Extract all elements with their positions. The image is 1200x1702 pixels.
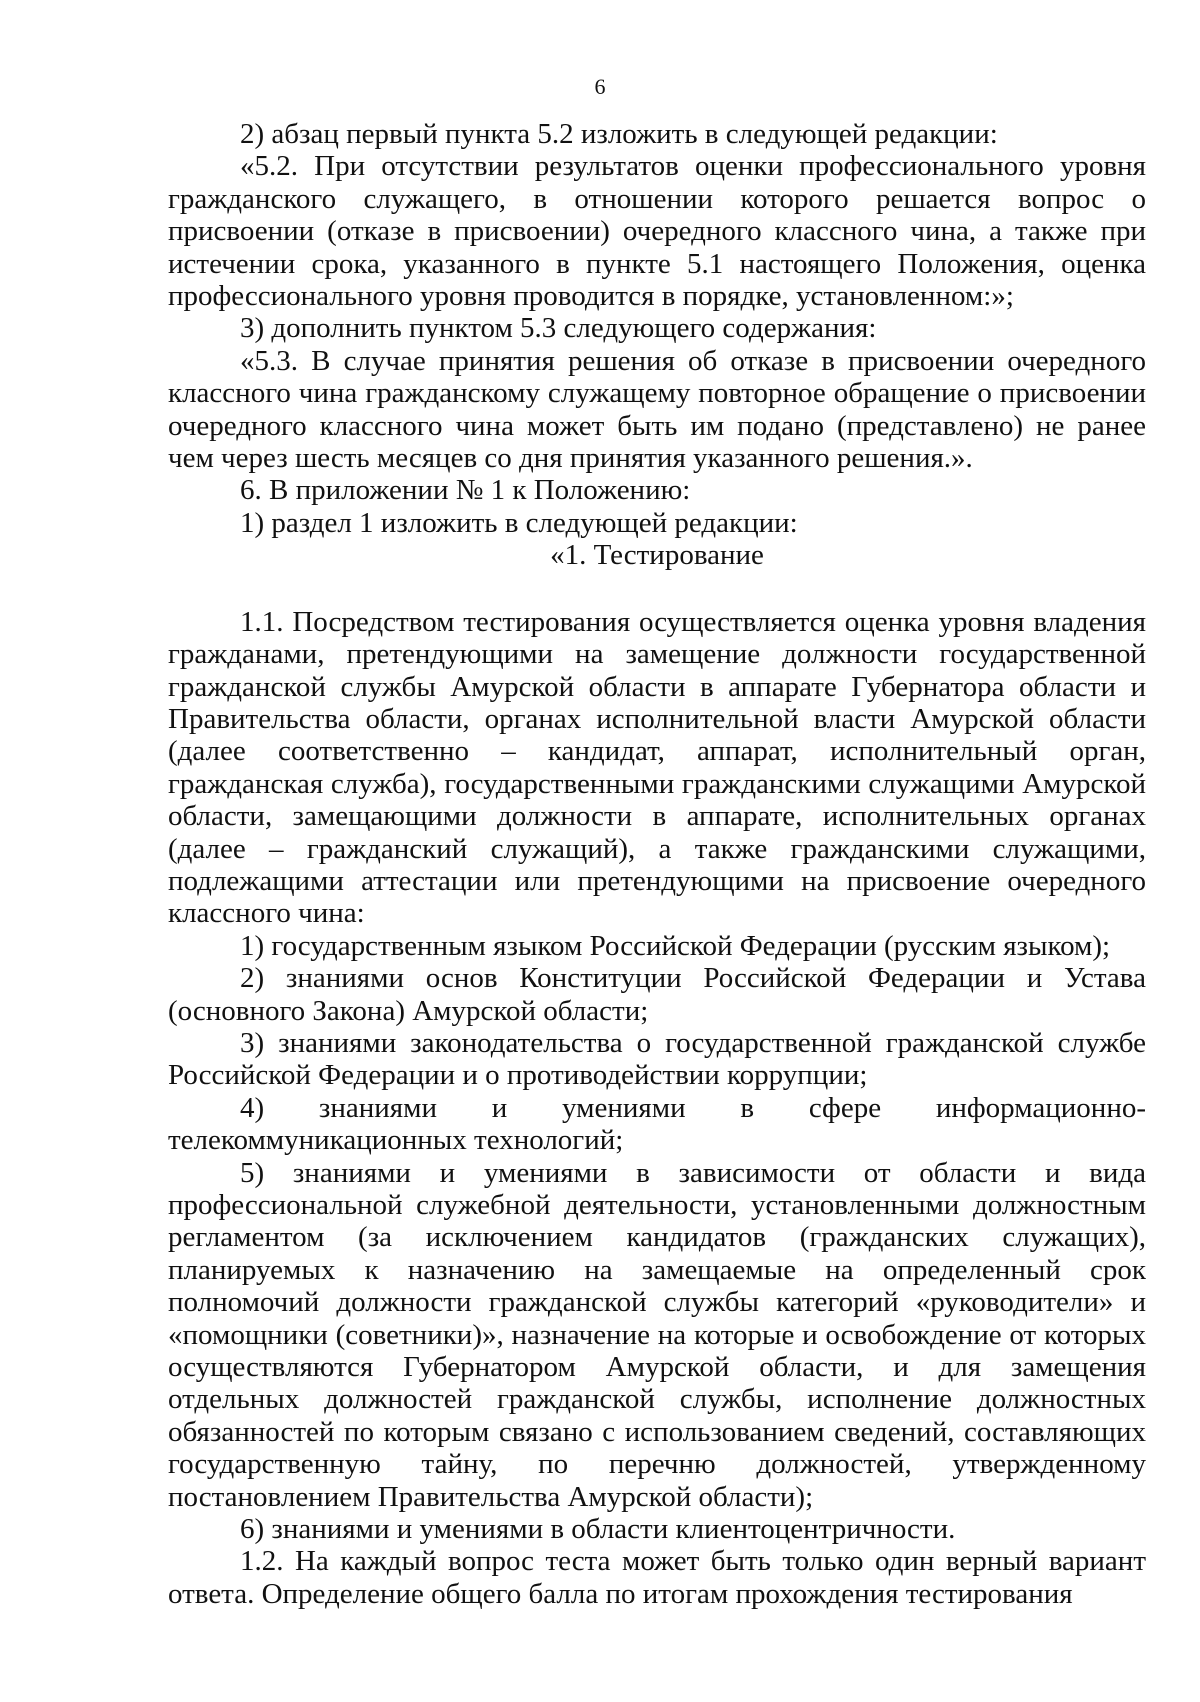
paragraph-amend-5-2: 2) абзац первый пункта 5.2 изложить в следующей редакции: [240,118,998,150]
paragraph-clause-5-2: «5.2. При отсутствии результатов оценки профессионального уровня гражданского служащего, в отношении которого решается вопрос о присвоении (отказе в присвоении) очередного классного чина, а также при истечении срока, указанного в пункте 5.1 настоящего Положения, оценка профессионального уровня проводится в порядке, установленном:»; [168,150,1146,313]
list-item-1: 1) государственным языком Российской Федерации (русским языком); [240,929,1111,962]
page-number: 6 [594,74,606,99]
paragraph-section-1-amend: 1) раздел 1 изложить в следующей редакции: [240,506,798,539]
list-item-2: 2) знаниями основ Конституции Российской Федерации и Устава (основного Закона) Амурской области; [168,962,1146,1027]
section-heading-testing: «1. Тестирование [550,539,764,572]
paragraph-clause-5-3: «5.3. В случае принятия решения об отказе в присвоении очередного классного чина гражданскому служащему повторное обращение о присвоении очередного классного чина может быть им подано (представлено) не ранее чем через шесть месяцев со дня принятия указанного решения.». [168,344,1146,475]
list-item-5: 5) знаниями и умениями в зависимости от области и вида профессиональной служебной деятельности, установленными должностным регламентом (за исключением кандидатов (гражданских служащих), планируемых к назначению на замещаемые на определенный срок полномочий должности гражданской службы категорий «руководители» и «помощники (советники)», назначение на которые и освобождение от которых осуществляются Губернатором Амурской области, и для замещения отдельных должностей гражданской службы, исполнение должностных обязанностей по которым связано с использованием сведений, составляющих государственную тайну, по перечню должностей, утвержденному постановлением Правительства Амурской области); [168,1156,1146,1513]
paragraph-clause-1-2: 1.2. На каждый вопрос теста может быть только один верный вариант ответа. Определение общего балла по итогам прохождения тестирования [168,1545,1146,1610]
list-item-6: 6) знаниями и умениями в области клиентоцентричности. [240,1513,956,1546]
paragraph-add-5-3: 3) дополнить пунктом 5.3 следующего содержания: [240,312,877,345]
list-item-4: 4) знаниями и умениями в сфере информационно-телекоммуникационных технологий; [168,1091,1146,1157]
list-item-3: 3) знаниями законодательства о государственной гражданской службе Российской Федерации и о противодействии коррупции; [168,1026,1146,1092]
paragraph-appendix-1: 6. В приложении № 1 к Положению: [240,474,691,507]
document-body [168,118,1146,1610]
paragraph-clause-1-1: 1.1. Посредством тестирования осуществляется оценка уровня владения гражданами, претендующими на замещение должности государственной гражданской службы Амурской области в аппарате Губернатора области и Правительства области, органах исполнительной власти Амурской области (далее соответственно – кандидат, аппарат, исполнительный орган, гражданская служба), государственными гражданскими служащими Амурской области, замещающими должности в аппарате, исполнительных органах (далее – гражданский служащий), а также гражданскими служащими, подлежащими аттестации или претендующими на присвоение очередного классного чина: [168,605,1146,930]
